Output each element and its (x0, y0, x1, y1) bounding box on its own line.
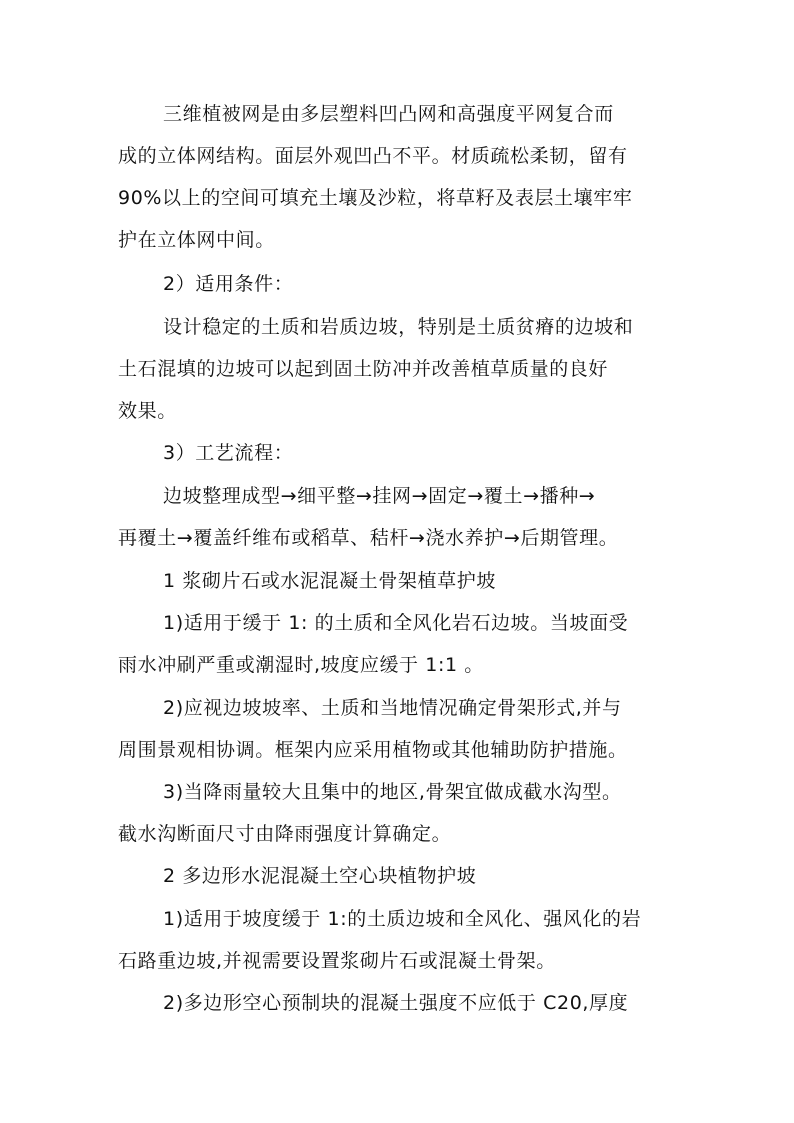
paragraph-9-line-1: 3)当降雨量较大且集中的地区,骨架宜做成截水沟型。 (163, 781, 622, 803)
paragraph-1-line-1: 三维植被网是由多层塑料凹凸网和高强度平网复合而 (163, 103, 614, 125)
heading-applicable-conditions: 2）适用条件： (163, 273, 294, 295)
paragraph-5-line-2: 再覆土→覆盖纤维布或稻草、秸杆→浇水养护→后期管理。 (118, 527, 619, 549)
heading-process-flow: 3）工艺流程： (163, 442, 294, 464)
paragraph-7-line-2: 雨水冲刷严重或潮湿时,坡度应缓于 1:1 。 (118, 654, 484, 676)
paragraph-1-line-2: 成的立体网结构。面层外观凹凸不平。材质疏松柔韧，留有 (118, 145, 628, 167)
paragraph-8-line-1: 2)应视边坡坡率、土质和当地情况确定骨架形式,并与 (163, 697, 622, 719)
paragraph-9-line-2: 截水沟断面尺寸由降雨强度计算确定。 (118, 823, 452, 845)
paragraph-7-line-1: 1)适用于缓于 1: 的土质和全风化岩石边坡。当坡面受 (163, 612, 629, 634)
paragraph-3-line-2: 土石混填的边坡可以起到固土防冲并改善植草质量的良好 (118, 358, 609, 380)
paragraph-3-line-1: 设计稳定的土质和岩质边坡，特别是土质贫瘠的边坡和 (163, 316, 634, 338)
paragraph-8-line-2: 周围景观相协调。框架内应采用植物或其他辅助防护措施。 (118, 739, 628, 761)
heading-section-2: 2 多边形水泥混凝土空心块植物护坡 (163, 865, 477, 887)
paragraph-5-line-1: 边坡整理成型→细平整→挂网→固定→覆土→播种→ (163, 485, 596, 507)
heading-section-1: 1 浆砌片石或水泥混凝土骨架植草护坡 (163, 570, 496, 592)
paragraph-1-line-3: 90%以上的空间可填充土壤及沙粒，将草籽及表层土壤牢牢 (118, 187, 633, 209)
paragraph-1-line-4: 护在立体网中间。 (118, 229, 275, 251)
paragraph-12-line-1: 2)多边形空心预制块的混凝土强度不应低于 C20,厚度 (163, 992, 629, 1014)
paragraph-3-line-3: 效果。 (118, 400, 177, 422)
paragraph-11-line-1: 1)适用于坡度缓于 1:的土质边坡和全风化、强风化的岩 (163, 908, 642, 930)
paragraph-11-line-2: 石路重边坡,并视需要设置浆砌片石或混凝土骨架。 (118, 950, 556, 972)
